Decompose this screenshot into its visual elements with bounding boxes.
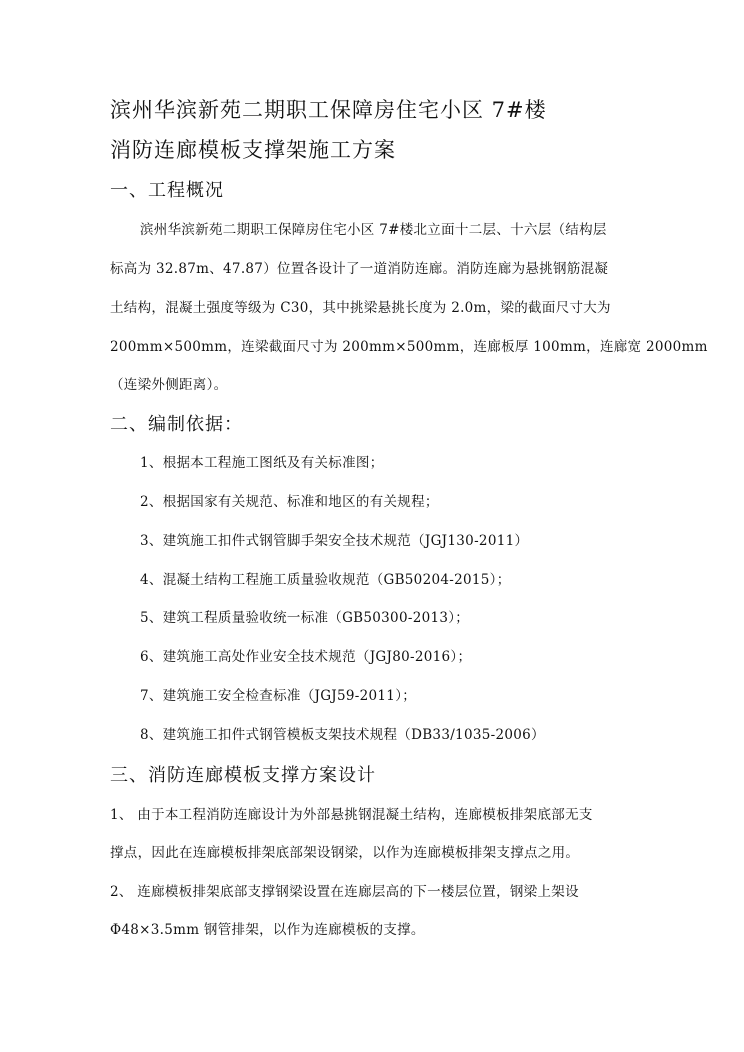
reference-item-5: 5、建筑工程质量验收统一标准（GB50300-2013）； [140, 610, 470, 626]
section1-line-3: 土结构，混凝土强度等级为 C30，其中挑梁悬挑长度为 2.0m，梁的截面尺寸大为 [110, 300, 611, 316]
section1-line-1: 滨州华滨新苑二期职工保障房住宅小区 7#楼北立面十二层、十六层（结构层 [140, 222, 607, 238]
section1-line-2: 标高为 32.87m、47.87）位置各设计了一道消防连廊。消防连廊为悬挑钢筋混凝 [110, 261, 609, 277]
title-line-1: 滨州华滨新苑二期职工保障房住宅小区 7#楼 [110, 98, 547, 122]
section3-para1-line-2: 撑点，因此在连廊模板排架底部架设钢梁，以作为连廊模板排架支撑点之用。 [110, 845, 580, 861]
section3-heading: 三、消防连廊模板支撑方案设计 [110, 765, 376, 786]
title-line-2: 消防连廊模板支撑架施工方案 [110, 138, 396, 162]
reference-item-8: 8、建筑施工扣件式钢管模板支架技术规程（DB33/1035-2006） [140, 727, 545, 743]
reference-item-6: 6、建筑施工高处作业安全技术规范（JGJ80-2016）； [140, 649, 472, 665]
reference-item-1: 1、根据本工程施工图纸及有关标准图； [140, 455, 384, 471]
section1-line-4: 200mm×500mm，连梁截面尺寸为 200mm×500mm，连廊板厚 100mm，连廊宽 2000mm [110, 339, 708, 355]
reference-item-3: 3、建筑施工扣件式钢管脚手架安全技术规范（JGJ130-2011） [140, 533, 529, 549]
reference-item-4: 4、混凝土结构工程施工质量验收规范（GB50204-2015）； [140, 572, 511, 588]
section3-para2-line-1: 2、 连廊模板排架底部支撑钢梁设置在连廊层高的下一楼层位置，钢梁上架设 [110, 884, 579, 900]
section3-para1-line-1: 1、 由于本工程消防连廊设计为外部悬挑钢混凝土结构，连廊模板排架底部无支 [110, 807, 593, 823]
reference-item-7: 7、建筑施工安全检查标准（JGJ59-2011）； [140, 688, 417, 704]
section3-para2-line-2: Φ48×3.5mm 钢管排架，以作为连廊模板的支撑。 [110, 922, 425, 938]
reference-item-2: 2、根据国家有关规范、标准和地区的有关规程； [140, 494, 439, 510]
section1-line-5: （连梁外侧距离）。 [110, 377, 228, 393]
section1-heading: 一、工程概况 [110, 180, 224, 201]
section2-heading: 二、编制依据： [110, 414, 243, 435]
